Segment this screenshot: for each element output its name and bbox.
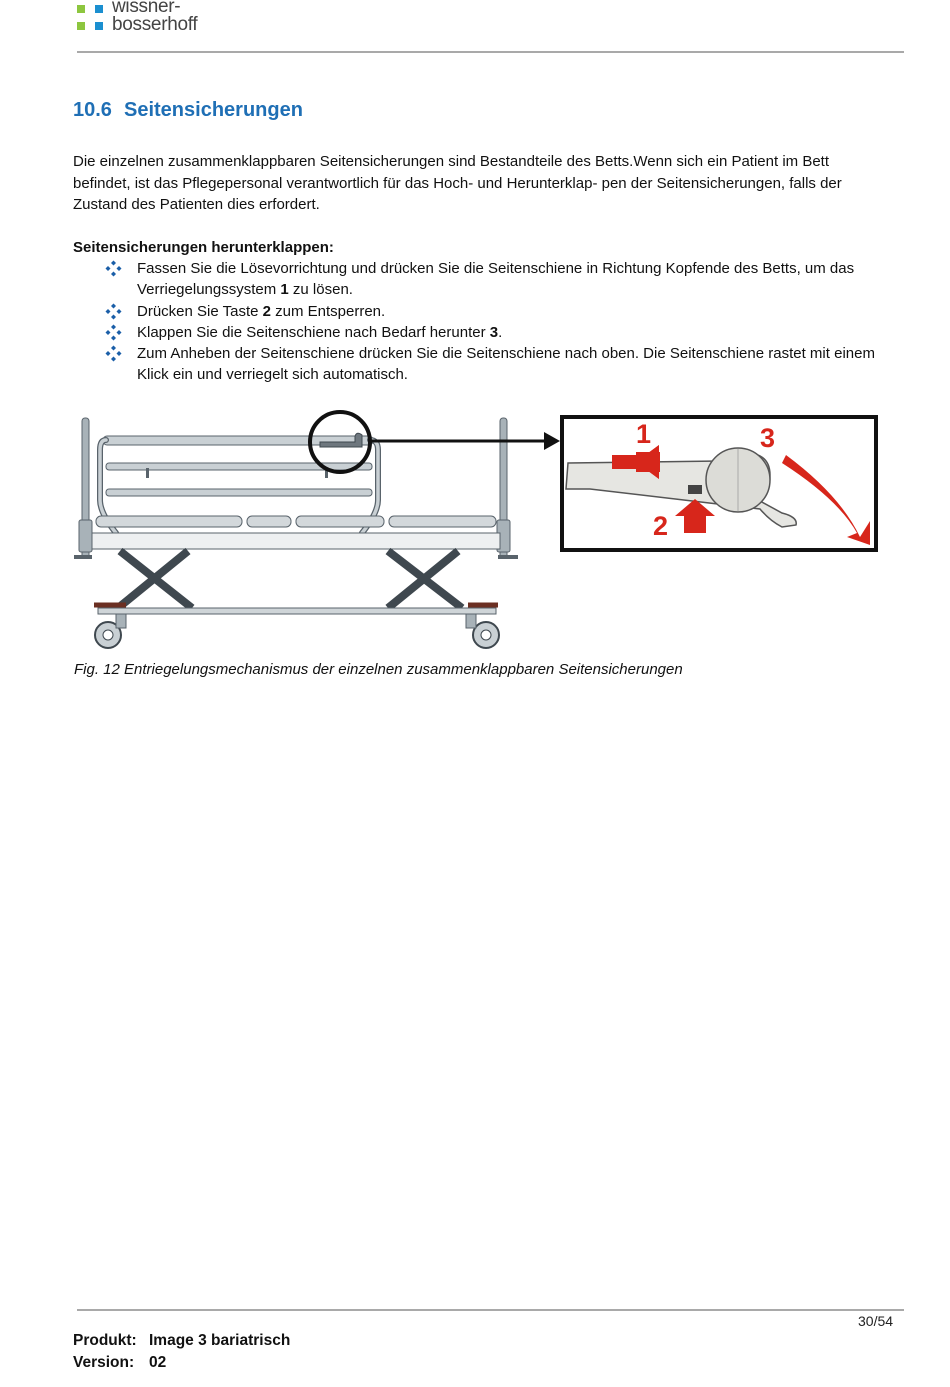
footer-product-row [73, 1330, 290, 1352]
footer-divider [77, 1309, 904, 1311]
latch-detail-panel [562, 417, 876, 550]
procedure-step [105, 301, 895, 322]
section-title: Seitensicherungen [124, 99, 303, 121]
callout-label-2: 2 [653, 511, 669, 541]
diamond-bullet-icon [105, 324, 122, 341]
page-number: 30/54 [858, 1313, 894, 1329]
step-bold-number: 1 [280, 281, 289, 299]
step-text: Fassen Sie die Lösevorrichtung und drücken Sie die Seitenschiene in Richtung Kopfende des Betts, um das Verriegelungssystem [137, 260, 855, 299]
step-text-after: . [498, 323, 503, 341]
step-text: Klappen Sie die Seitenschiene nach Bedarf herunter [137, 323, 490, 341]
step-text: Drücken Sie Taste [137, 302, 263, 320]
section-heading [73, 99, 303, 122]
step-text: Zum Anheben der Seitenschiene drücken Sie die Seitenschiene nach oben. Die Seitenschiene rastet mit einem Klick ein und verriegelt sich automatisch. [137, 345, 875, 384]
footer-product-label: Produkt: [73, 1332, 137, 1349]
logo-text-line2: bosserhoff [112, 14, 198, 35]
step-bold-number: 3 [489, 323, 499, 341]
footer-version-value: 02 [149, 1354, 167, 1371]
procedure-title: Seitensicherungen herunterklappen: [73, 239, 334, 256]
diamond-bullet-icon [105, 345, 122, 362]
logo-square-green-top [77, 5, 85, 13]
step-bold-number: 2 [262, 302, 271, 320]
logo-square-blue-top [95, 5, 103, 13]
step-text-after: zu lösen. [288, 281, 353, 299]
logo-square-blue-bottom [95, 22, 103, 30]
document-footer [73, 1330, 290, 1374]
footer-version-row [73, 1352, 290, 1374]
logo-text-line1: wissner- [112, 0, 181, 17]
intro-paragraph: Die einzelnen zusammenklappbaren Seitensicherungen sind Bestandteile des Betts.Wenn sich ein Patient im Bett befindet, ist das Pflegepersonal verantwortlich für das Hoch- und Herunterklap- pen der Seitensicherungen, falls der Zustand des Patienten dies erfordert. [73, 153, 842, 213]
diamond-bullet-icon [105, 303, 122, 320]
footer-product-value: Image 3 bariatrisch [149, 1332, 291, 1349]
procedure-steps [105, 258, 895, 386]
procedure-step [105, 258, 895, 301]
footer-version-label: Version: [73, 1354, 135, 1371]
callout-label-1: 1 [636, 419, 652, 449]
procedure-step [105, 343, 895, 386]
logo-square-green-bottom [77, 22, 85, 30]
section-number: 10.6 [73, 99, 112, 121]
callout-label-3: 3 [760, 423, 776, 453]
figure-caption: Fig. 12 Entriegelungsmechanismus der einzelnen zusammenklappbaren Seitensicherungen [74, 661, 683, 678]
procedure-step [105, 322, 895, 343]
header-divider [77, 51, 904, 53]
hospital-bed-drawing [74, 412, 560, 648]
diamond-bullet-icon [105, 260, 122, 277]
bed-siderail-illustration [70, 405, 882, 655]
step-text-after: zum Entsperren. [270, 302, 386, 320]
